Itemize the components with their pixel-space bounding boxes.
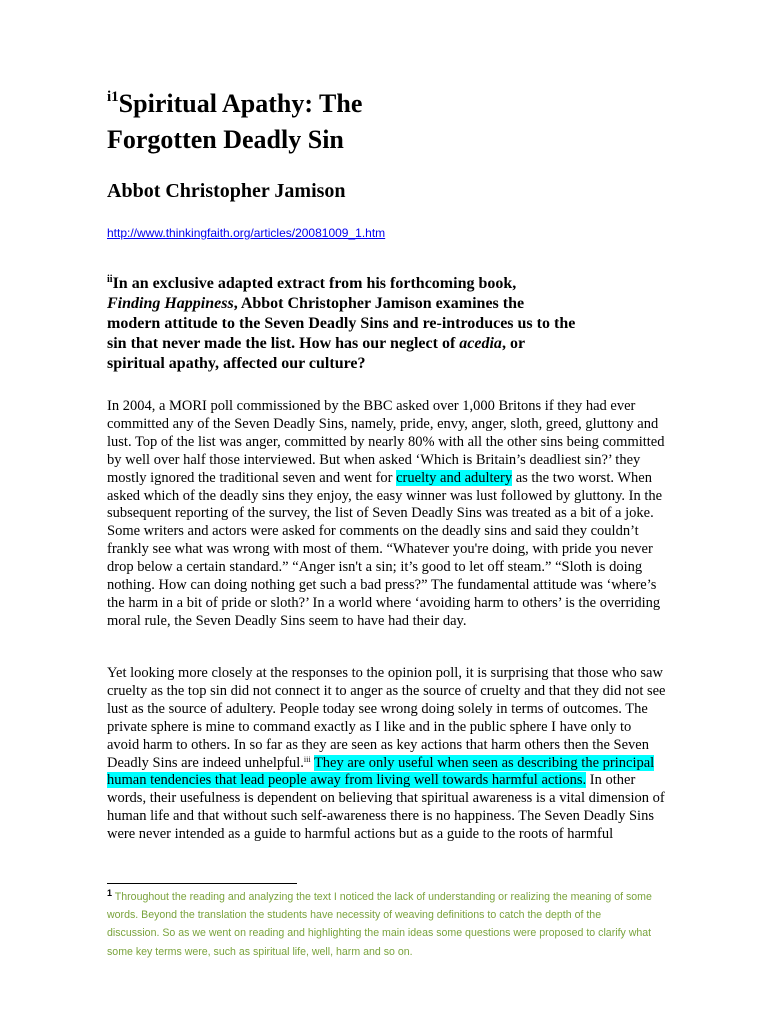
footnote-1 bbox=[107, 888, 652, 961]
source-link[interactable]: http://www.thinkingfaith.org/articles/20081009_1.htm bbox=[107, 226, 386, 240]
footnote-text: Throughout the reading and analyzing the text I noticed the lack of understanding or realizing the meaning of some words. Beyond the translation the students have necessity of weaving definitions to catch the depth of the discussion. So as we went on reading and highlighting the main ideas some questions were proposed to clarify what some key terms were, such as spiritual life, well, harm and so on. bbox=[107, 891, 652, 958]
book-title: Finding Happiness bbox=[107, 295, 234, 312]
intro-paragraph bbox=[107, 274, 577, 374]
paragraph-2-text-a: Yet looking more closely at the responses to the opinion poll, it is surprising that those who saw cruelty as the top sin did not connect it to anger as the source of cruelty and that they did not see lust as the source of adultery. People today see wrong doing solely in terms of outcomes. The private sphere is mine to command exactly as I like and in the public sphere I have only to avoid harm to others. In so far as they are seen as key actions that harm others then the Seven Deadly Sins are indeed unhelpful. bbox=[107, 665, 666, 771]
highlight-useful-tendencies: They are only useful when seen as describing the principal human tendencies that lead people away from living well towards harmful actions. bbox=[107, 754, 655, 789]
body-paragraph-1 bbox=[107, 398, 667, 631]
paragraph-1-text-a: In 2004, a MORI poll commissioned by the BBC asked over 1,000 Britons if they had ever committed any of the Seven Deadly Sins, namely, pride, envy, anger, sloth, greed, gluttony and lust. Top of the list was anger, committed by nearly 80% with all the other sins being committed by well over half those interviewed. But when asked ‘Which is Britain’s deadliest sin?’ they mostly ignored the traditional seven and went for bbox=[107, 398, 665, 486]
body-paragraph-2 bbox=[107, 665, 667, 844]
intro-text-c: , or spiritual apathy, affected our culture? bbox=[107, 335, 525, 372]
title-line-1: Spiritual Apathy: The bbox=[118, 89, 363, 118]
highlight-cruelty-adultery: cruelty and adultery bbox=[396, 469, 513, 486]
acedia-term: acedia bbox=[459, 335, 502, 352]
intro-text-a: In an exclusive adapted extract from his forthcoming book, bbox=[112, 275, 517, 292]
paragraph-2-endnote-marker: iii bbox=[303, 754, 311, 764]
footnote-separator bbox=[107, 883, 297, 884]
title-endnote-marker: i1 bbox=[107, 89, 119, 105]
paragraph-2-text-b: In other words, their usefulness is dependent on believing that spiritual awareness is a vital dimension of human life and that without such self-awareness there is no happiness. The Seven Deadly Sins were never intended as a guide to harmful actions but as a guide to the roots of harmful bbox=[107, 772, 665, 843]
intro-endnote-marker: ii bbox=[107, 274, 113, 285]
title-line-2: Forgotten Deadly Sin bbox=[107, 125, 344, 154]
intro-text-b: , Abbot Christopher Jamison examines the modern attitude to the Seven Deadly Sins and re-introduces us to the sin that never made the list. How has our neglect of bbox=[107, 295, 576, 352]
paragraph-1-text-b: as the two worst. When asked which of the deadly sins they enjoy, the easy winner was lust followed by gluttony. In the subsequent reporting of the survey, the list of Seven Deadly Sins was treated as a bit of a joke. Some writers and actors were asked for comments on the deadly sins and said they couldn’t frankly see what was wrong with most of them. “Whatever you're doing, with pride you never drop below a certain standard.” “Anger isn't a sin; it’s good to let off steam.” “Sloth is doing nothing. How can doing nothing get such a bad press?” The fundamental attitude was ‘where’s the harm in a bit of pride or sloth?’ In a world where ‘avoiding harm to others’ is the overriding moral rule, the Seven Deadly Sins seem to have had their day. bbox=[107, 469, 663, 629]
footnote-marker: 1 bbox=[107, 888, 113, 898]
author-name: Abbot Christopher Jamison bbox=[107, 180, 346, 202]
article-title bbox=[107, 86, 707, 158]
